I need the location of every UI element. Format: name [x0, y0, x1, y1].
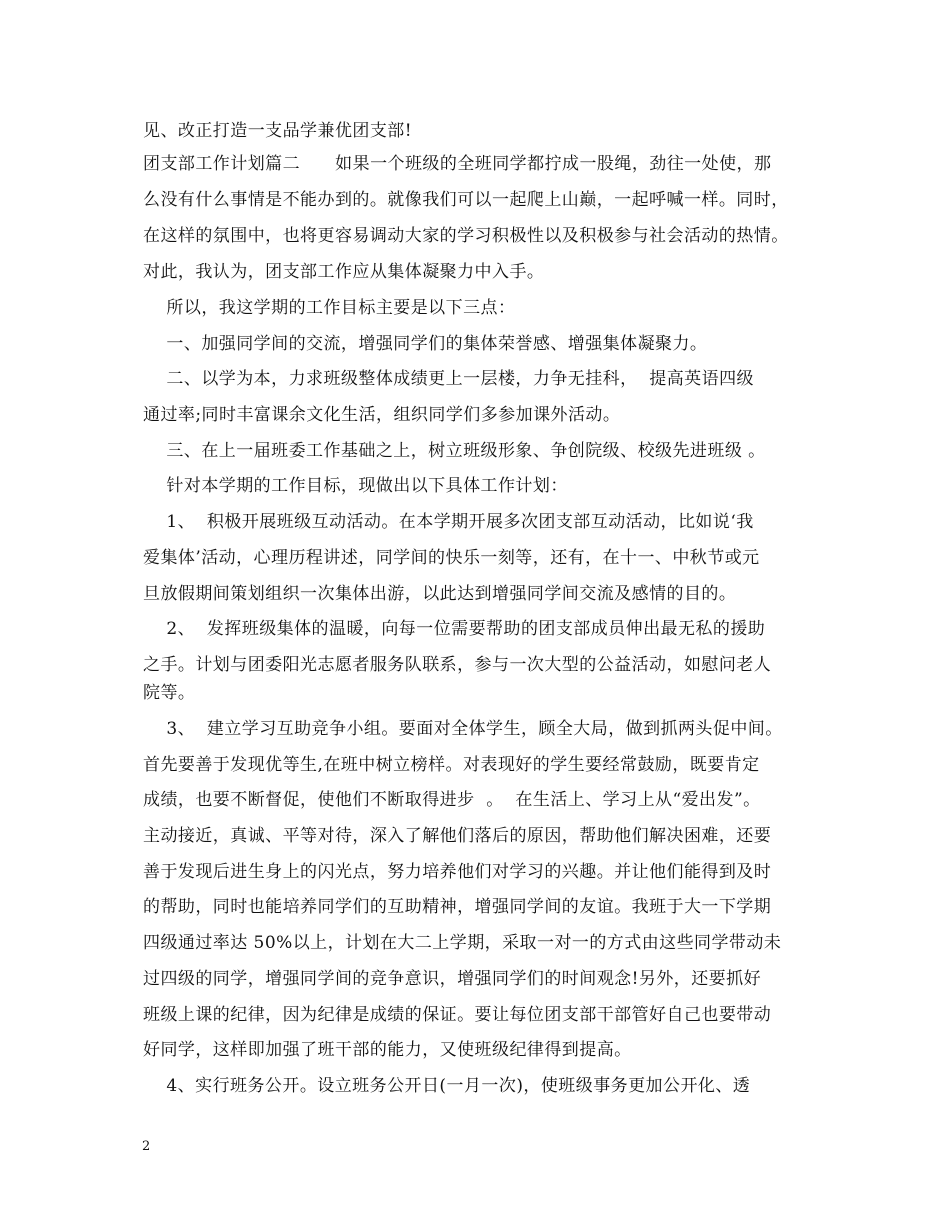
text-line: 三、在上一届班委工作基础之上，树立班级形象、争创院级、校级先进班级 。 [143, 441, 766, 461]
text-line: 4、实行班务公开。设立班务公开日(一月一次)，使班级事务更加公开化、透 [143, 1076, 751, 1096]
text-line: 所以，我这学期的工作目标主要是以下三点： [143, 298, 516, 318]
text-line: 2、 发挥班级集体的温暖，向每一位需要帮助的团支部成员伸出最无私的援助 [143, 619, 766, 639]
text-line: 二、以学为本，力求班级整体成绩更上一层楼，力争无挂科， 提高英语四级 [143, 369, 754, 389]
text-line: 么没有什么事情是不能办到的。就像我们可以一起爬上山巅，一起呼喊一样。同时， [143, 190, 789, 210]
text-line: 院等。 [143, 683, 196, 703]
text-line: 团支部工作计划篇二 如果一个班级的全班同学都拧成一股绳，劲往一处使，那 [143, 154, 772, 174]
text-line: 的帮助，同时也能培养同学们的互助精神，增强同学间的友谊。我班于大一下学期 [143, 897, 772, 917]
text-line: 旦放假期间策划组织一次集体出游，以此达到增强同学间交流及感情的目的。 [143, 584, 737, 604]
text-line: 善于发现后进生身上的闪光点，努力培养他们对学习的兴趣。并让他们能得到及时 [143, 862, 772, 882]
text-line: 班级上课的纪律，因为纪律是成绩的保证。要让每位团支部干部管好自己也要带动 [143, 1005, 772, 1025]
text-line: 见、改正打造一支品学兼优团支部! [143, 121, 413, 141]
text-line: 针对本学期的工作目标，现做出以下具体工作计划： [143, 476, 568, 496]
text-line: 主动接近，真诚、平等对待，深入了解他们落后的原因，帮助他们解决困难，还要 [143, 826, 772, 846]
text-line: 一、加强同学间的交流，增强同学们的集体荣誉感、增强集体凝聚力。 [143, 334, 708, 354]
text-line: 1、 积极开展班级互动活动。在本学期开展多次团支部互动活动，比如说‘我 [143, 512, 754, 532]
text-line: 3、 建立学习互助竞争小组。要面对全体学生，顾全大局，做到抓两头促中间。 [143, 719, 783, 739]
text-line: 过四级的同学，增强同学间的竞争意识，增强同学们的时间观念!另外，还要抓好 [143, 969, 762, 989]
text-line: 之手。计划与团委阳光志愿者服务队联系，参与一次大型的公益活动，如慰问老人 [143, 655, 772, 675]
text-line: 好同学，这样即加强了班干部的能力，又使班级纪律得到提高。 [143, 1040, 632, 1060]
page-number: 2 [142, 1139, 151, 1154]
text-line: 成绩，也要不断督促，使他们不断取得进步 。 在生活上、学习上从“爱出发”。 [143, 790, 761, 810]
text-line: 爱集体’活动，心理历程讲述，同学间的快乐一刻等，还有，在十一、中秋节或元 [143, 548, 760, 568]
text-line: 在这样的氛围中，也将更容易调动大家的学习积极性以及积极参与社会活动的热情。 [143, 226, 789, 246]
text-line: 通过率;同时丰富课余文化生活，组织同学们多参加课外活动。 [143, 405, 621, 425]
text-line: 四级通过率达 50%以上，计划在大二上学期，采取一对一的方式由这些同学带动未 [143, 933, 782, 953]
text-line: 首先要善于发现优等生,在班中树立榜样。对表现好的学生要经常鼓励，既要肯定 [143, 755, 760, 775]
text-line: 对此，我认为，团支部工作应从集体凝聚力中入手。 [143, 262, 545, 282]
